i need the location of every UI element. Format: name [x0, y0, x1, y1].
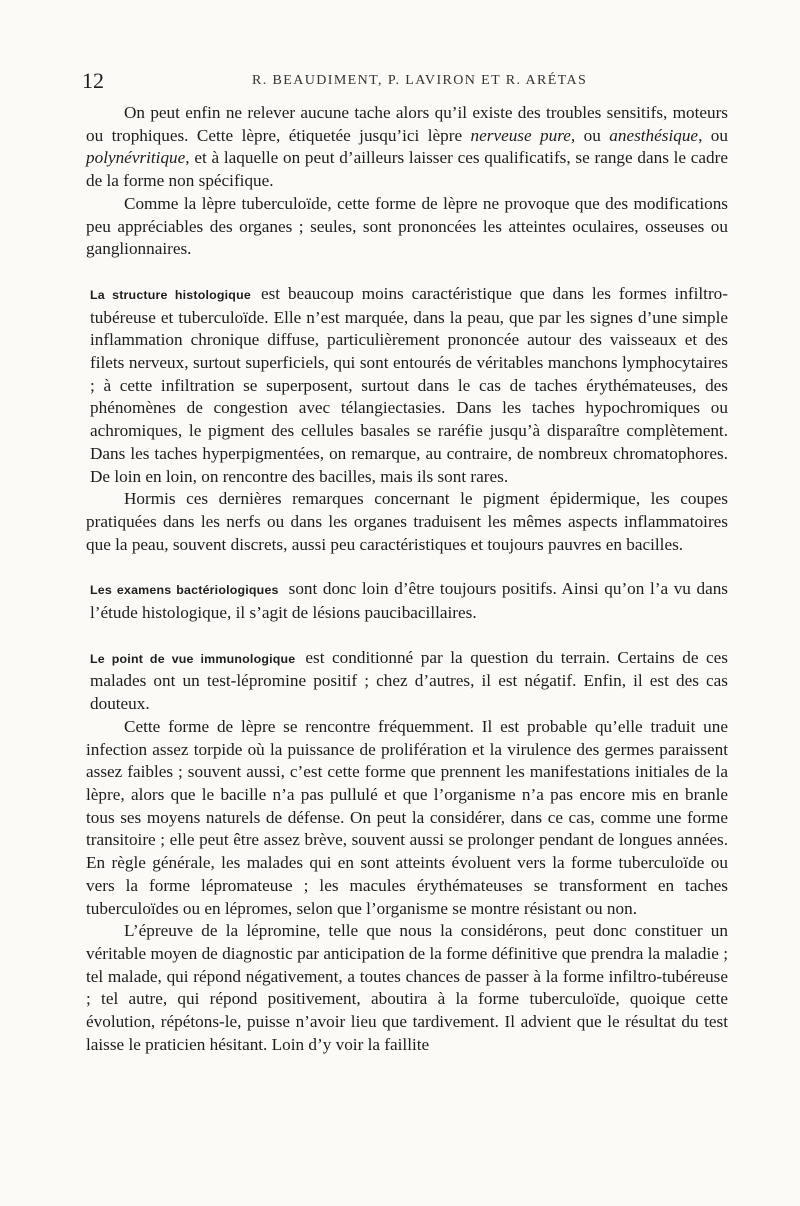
section-heading-immunology: Le point de vue immunologique	[90, 651, 296, 666]
text-run: On peut enfin ne relever aucune tache alors qu’il existe des troubles sensitifs, moteurs ou trophiques. Cette lèpre, étiquetée jusqu’ici lèpre	[86, 103, 728, 145]
page	[82, 68, 729, 1056]
italic-term: nerveuse pure,	[470, 125, 576, 145]
text-run: ou	[702, 125, 728, 145]
paragraph-pigment: Hormis ces dernières remarques concernant le pigment épidermique, les coupes pratiquées dans les nerfs ou dans les organes traduisent les mêmes aspects inflammatoires que la peau, souvent discrets, aussi peu caractéristiques et toujours pauvres en bacilles.	[86, 489, 728, 554]
paragraph-frequency: Cette forme de lèpre se rencontre fréquemment. Il est probable qu’elle traduit une infection assez torpide où la puissance de prolifération et la virulence des germes paraissent assez faibles ; souvent aussi, c’est cette forme que prennent les manifestations initiales de la lèpre, alors que le bacille n’a pas pullulé et que l’organisme n’a pas encore mis en branle tous ses moyens naturels de défense. On peut la considérer, dans ce cas, comme une forme transitoire ; elle peut être assez brève, souvent aussi se prolonger pendant de longues années. En règle générale, les malades qui en sont atteints évoluent vers la forme tuberculoïde ou vers la forme lépromateuse ; les macules érythémateuses se transforment en taches tuberculoïdes ou en lépromes, selon que l’organisme se montre résistant ou non.	[86, 716, 728, 918]
section-heading-bacteriology: Les examens bactériologiques	[90, 583, 279, 598]
paragraph-histology	[86, 283, 728, 488]
text-run: ou	[575, 125, 610, 145]
text-run: et à laquelle on peut d’ailleurs laisser ces qualificatifs, se range dans le cadre de la forme non spécifique.	[86, 148, 728, 191]
paragraph-bacteriology	[86, 578, 728, 624]
page-number: 12	[82, 68, 104, 93]
text-run: est conditionné par la question du terrain. Certains de ces malades ont un test-lépromine positif ; chez d’autres, il est négatif. Enfin, il est des cas douteux.	[90, 647, 728, 714]
italic-term: polynévritique,	[86, 148, 190, 168]
text-run: sont donc loin d’être toujours positifs. Ainsi qu’on l’a vu dans l’étude histologique, il s’agit de lésions paucibacillaires.	[90, 579, 728, 623]
paragraph-comparison: Comme la lèpre tuberculoïde, cette forme de lèpre ne provoque que des modifications peu appréciables des organes ; seules, sont prononcées les atteintes oculaires, osseuses ou ganglionnaires.	[86, 193, 728, 259]
running-head: R. BEAUDIMENT, P. LAVIRON ET R. ARÉTAS	[252, 73, 588, 88]
paragraph-lepromine: L’épreuve de la lépromine, telle que nous la considérons, peut donc constituer un véritable moyen de diagnostic par anticipation de la forme définitive que prendra la maladie ; tel malade, qui répond négativement, a toutes chances de passer à la forme infiltro-tubéreuse ; tel autre, qui répond positivement, aboutira à la forme tuberculoïde, quoique cette évolution, répétons-le, puisse n’avoir lieu que tardivement. Il advient que le résultat du test laisse le praticien hésitant. Loin d’y voir la faillite	[86, 921, 728, 1054]
italic-term: anesthésique,	[609, 125, 703, 145]
page-header	[82, 68, 728, 93]
paragraph-immunology	[86, 647, 728, 716]
text-run: est beaucoup moins caractéristique que dans les formes infiltro-tubéreuse et tuberculoïde. Elle n’est marquée, dans la peau, que par les signes d’une simple inflammation chronique diffuse, particulièrement prononcée autour des vaisseaux et des filets nerveux, surtout superficiels, qui sont entourés de véritables manchons lymphocytaires ; à cette infiltration se superposent, surtout dans le cas de taches érythémateuses, des phénomènes de congestion avec télangiectasies. Dans les taches hypochromiques ou achromiques, le pigment des cellules basales se raréfie jusqu’à disparaître complètement. Dans les taches hyperpigmentées, on remarque, au contraire, de nombreux chromatophores. De loin en loin, on rencontre des bacilles, mais ils sont rares.	[90, 283, 729, 486]
section-heading-histology: La structure histologique	[90, 287, 251, 302]
paragraph-nerveuse	[86, 102, 728, 193]
